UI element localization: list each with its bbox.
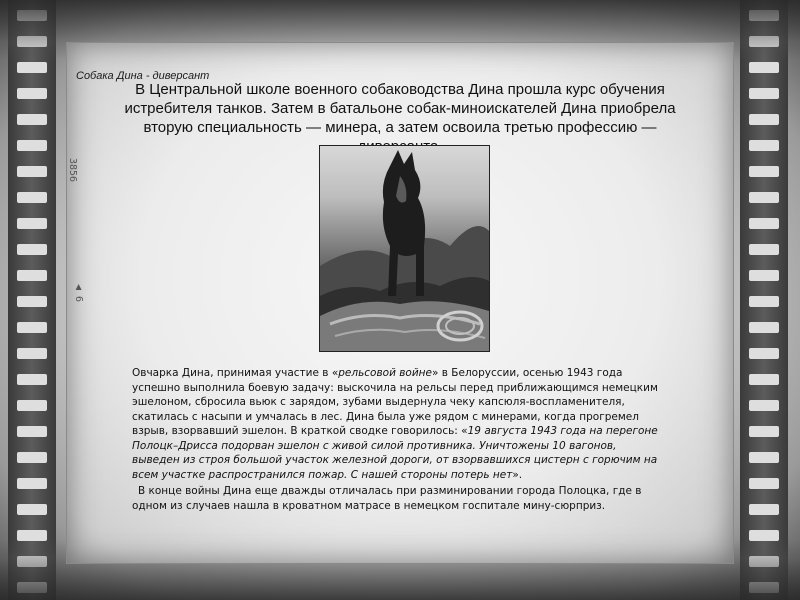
film-perforation [17,374,47,385]
film-perforation [749,244,779,255]
story-italic-segment: рельсовой войне [338,367,433,379]
film-perforation [17,88,47,99]
story-text-segment: » в Белоруссии, осенью 1943 года успешно выполнила боевую задачу: выскочила на рельсы перед приближающимся немецким эшелоном, сбросила вьюк с зарядом, зубами выдернула чеку капсюля-воспламенителя, скатилась с насыпи и умчалась в лес. Дина была уже рядом с минерами, когда прогремел взрыв, взорвавший эшелон. В краткой сводке говорилось: « [132,367,658,437]
film-perforation [17,296,47,307]
film-perforation [17,140,47,151]
film-perforation [17,166,47,177]
film-perforation [749,348,779,359]
edge-mark-number: 3856 [67,158,78,183]
story-quote-segment: 19 августа 1943 года на перегоне Полоцк–Дрисса подорван эшелон с живой силой противника. Уничтожены 10 вагонов, выведен из строя большой участок железной дороги, от взорвавшихся цистерн с горючим на всем участке распространился пожар. С нашей стороны потерь нет [132,425,658,481]
film-perforation [749,426,779,437]
story-paragraph-2: В конце войны Дина еще дважды отличалась при разминировании города Полоцка, где в одном из случаев нашла в кроватном матрасе в немецком госпитале мину-сюрприз. [132,485,642,512]
film-perforation [17,218,47,229]
slide-subtitle: Собака Дина - диверсант [76,70,210,82]
dog-photo [319,145,490,352]
story-text-segment: ». [512,468,523,481]
film-perforation [17,478,47,489]
film-perforation [749,166,779,177]
story-text-segment: Овчарка Дина, принимая участие в « [132,367,339,379]
film-perforation [17,244,47,255]
film-perforation [17,452,47,463]
dog-silhouette-image [320,146,489,351]
film-perforation [17,270,47,281]
film-perforation [749,504,779,515]
film-perforation [749,322,779,333]
story-paragraph-1 [132,366,666,482]
film-perforation [749,478,779,489]
story-text [132,366,666,513]
film-perforation [749,374,779,385]
edge-mark-arrow: ◀ 6 [73,284,84,303]
film-perforation [749,140,779,151]
film-perforation [17,322,47,333]
film-perforation [17,426,47,437]
film-perforation [749,452,779,463]
film-perforation [749,62,779,73]
film-strip-left [8,0,56,600]
film-strip-right [740,0,788,600]
film-perforation [17,400,47,411]
film-perforation [749,296,779,307]
film-perforation [17,504,47,515]
film-perforation [749,192,779,203]
film-perforation [17,192,47,203]
film-perforation [17,114,47,125]
film-perforation [17,62,47,73]
film-perforation [749,400,779,411]
film-perforation [749,88,779,99]
film-perforation [749,114,779,125]
film-perforation [749,270,779,281]
film-perforation [749,218,779,229]
film-perforation [17,348,47,359]
intro-text: В Центральной школе военного собаководства Дина прошла курс обучения истребителя танков. Затем в батальоне собак-миноискателей Дина приобрела вторую специальность — минера, а затем освоила третью профессию — [124,81,676,136]
